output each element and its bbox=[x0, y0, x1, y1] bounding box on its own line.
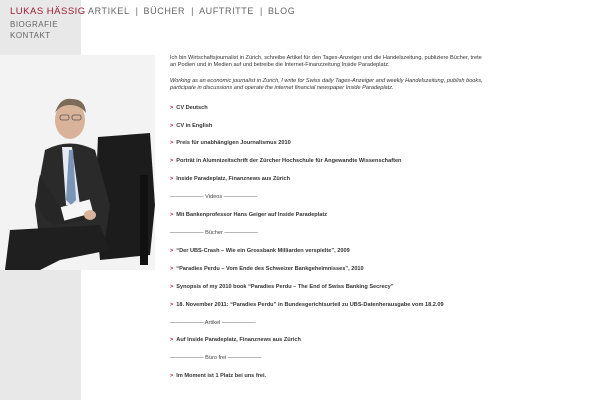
arrow-icon: > bbox=[170, 104, 174, 111]
link-label: Preis für unabhängigen Journalismus 2010 bbox=[176, 140, 291, 147]
link-label: Auf Inside Paradeplatz, Finanznews aus Zürich bbox=[176, 337, 301, 344]
nav-blog[interactable]: BLOG bbox=[267, 6, 296, 16]
link-label: Im Moment ist 1 Platz bei uns frei. bbox=[176, 373, 267, 380]
nav-separator: | bbox=[191, 6, 195, 16]
link-label: Mit Bankenprofessor Hans Geiger auf Inside Paradeplatz bbox=[176, 212, 328, 219]
link-video-geiger[interactable] bbox=[170, 212, 485, 219]
link-label: Inside Paradeplatz, Finanznews aus Zürich bbox=[176, 176, 291, 183]
portrait-photo bbox=[0, 55, 155, 270]
sidebar-link-kontakt[interactable]: KONTAKT bbox=[10, 31, 51, 40]
link-cv-deutsch[interactable] bbox=[170, 105, 485, 112]
link-label: CV Deutsch bbox=[176, 104, 208, 111]
link-inside-paradeplatz[interactable] bbox=[170, 176, 485, 183]
link-artikel-inside-paradeplatz[interactable] bbox=[170, 337, 485, 344]
link-label: “Der UBS-Crash – Wie ein Grossbank Milliarden verspielte”, 2009 bbox=[176, 247, 350, 254]
arrow-icon: > bbox=[170, 158, 174, 165]
link-label: Synopsis of my 2010 book “Paradies Perdu – The End of Swiss Banking Secrecy” bbox=[176, 283, 394, 290]
section-heading-buecher: —————— Bücher —————— bbox=[170, 229, 258, 236]
arrow-icon: > bbox=[170, 283, 174, 290]
nav-separator: | bbox=[259, 6, 263, 16]
arrow-icon: > bbox=[170, 373, 174, 380]
arrow-icon: > bbox=[170, 176, 174, 183]
section-heading-artikel: —————— Artikel —————— bbox=[170, 319, 256, 326]
arrow-icon: > bbox=[170, 122, 174, 129]
intro-english: Working as an economic journalist in Zurich, I write for Swiss daily Tages-Anzeiger and weekly Handelszeitung, publish books, participate in discussions and operate the internet financial newspaper Inside Paradeplatz. bbox=[170, 77, 483, 92]
arrow-icon: > bbox=[170, 140, 174, 147]
arrow-icon: > bbox=[170, 247, 174, 254]
nav-buecher[interactable]: BÜCHER bbox=[143, 6, 186, 16]
main-content bbox=[170, 55, 485, 391]
arrow-icon: > bbox=[170, 265, 174, 272]
intro-german: Ich bin Wirtschaftsjournalist in Zürich, schreibe Artikel für den Tages-Anzeiger und die Handelszeitung, publiziere Bücher, trete an Podien und in Medien auf und betreibe die Internet-Finanzzeitung Inside Paradeplatz. bbox=[170, 55, 482, 69]
site-title[interactable]: LUKAS HÄSSIG bbox=[10, 6, 86, 17]
link-book-ubs-crash[interactable] bbox=[170, 248, 485, 255]
link-label: 18. November 2011: “Paradies Perdu” in Bundesgerichtsurteil zu UBS-Datenherausgabe vom 18.2.09 bbox=[176, 301, 444, 308]
link-book-urteil[interactable] bbox=[170, 302, 485, 309]
section-heading-videos: —————— Videos —————— bbox=[170, 194, 258, 201]
nav-auftritte[interactable]: AUFTRITTE bbox=[199, 6, 254, 16]
link-label: CV in English bbox=[176, 122, 213, 129]
link-cv-english[interactable] bbox=[170, 123, 485, 130]
sidebar-link-biografie[interactable]: BIOGRAFIE bbox=[10, 20, 59, 29]
section-heading-buero: —————— Büro frei —————— bbox=[170, 355, 262, 362]
link-label: “Paradies Perdu – Vom Ende des Schweizer Bankgeheimnisses”, 2010 bbox=[176, 265, 364, 272]
link-book-paradies-perdu[interactable] bbox=[170, 266, 485, 273]
arrow-icon: > bbox=[170, 337, 174, 344]
link-book-synopsis[interactable] bbox=[170, 284, 485, 291]
top-nav bbox=[88, 6, 295, 16]
link-preis[interactable] bbox=[170, 140, 485, 147]
arrow-icon: > bbox=[170, 212, 174, 219]
arrow-icon: > bbox=[170, 301, 174, 308]
link-buero-frei[interactable] bbox=[170, 373, 485, 380]
link-label: Porträt in Alumnizeitschrift der Zürcher Hochschule für Angewandte Wissenschaften bbox=[176, 158, 402, 165]
link-portraet[interactable] bbox=[170, 158, 485, 165]
nav-separator: | bbox=[135, 6, 139, 16]
nav-artikel[interactable]: ARTIKEL bbox=[88, 6, 130, 16]
portrait-illustration bbox=[0, 55, 155, 270]
